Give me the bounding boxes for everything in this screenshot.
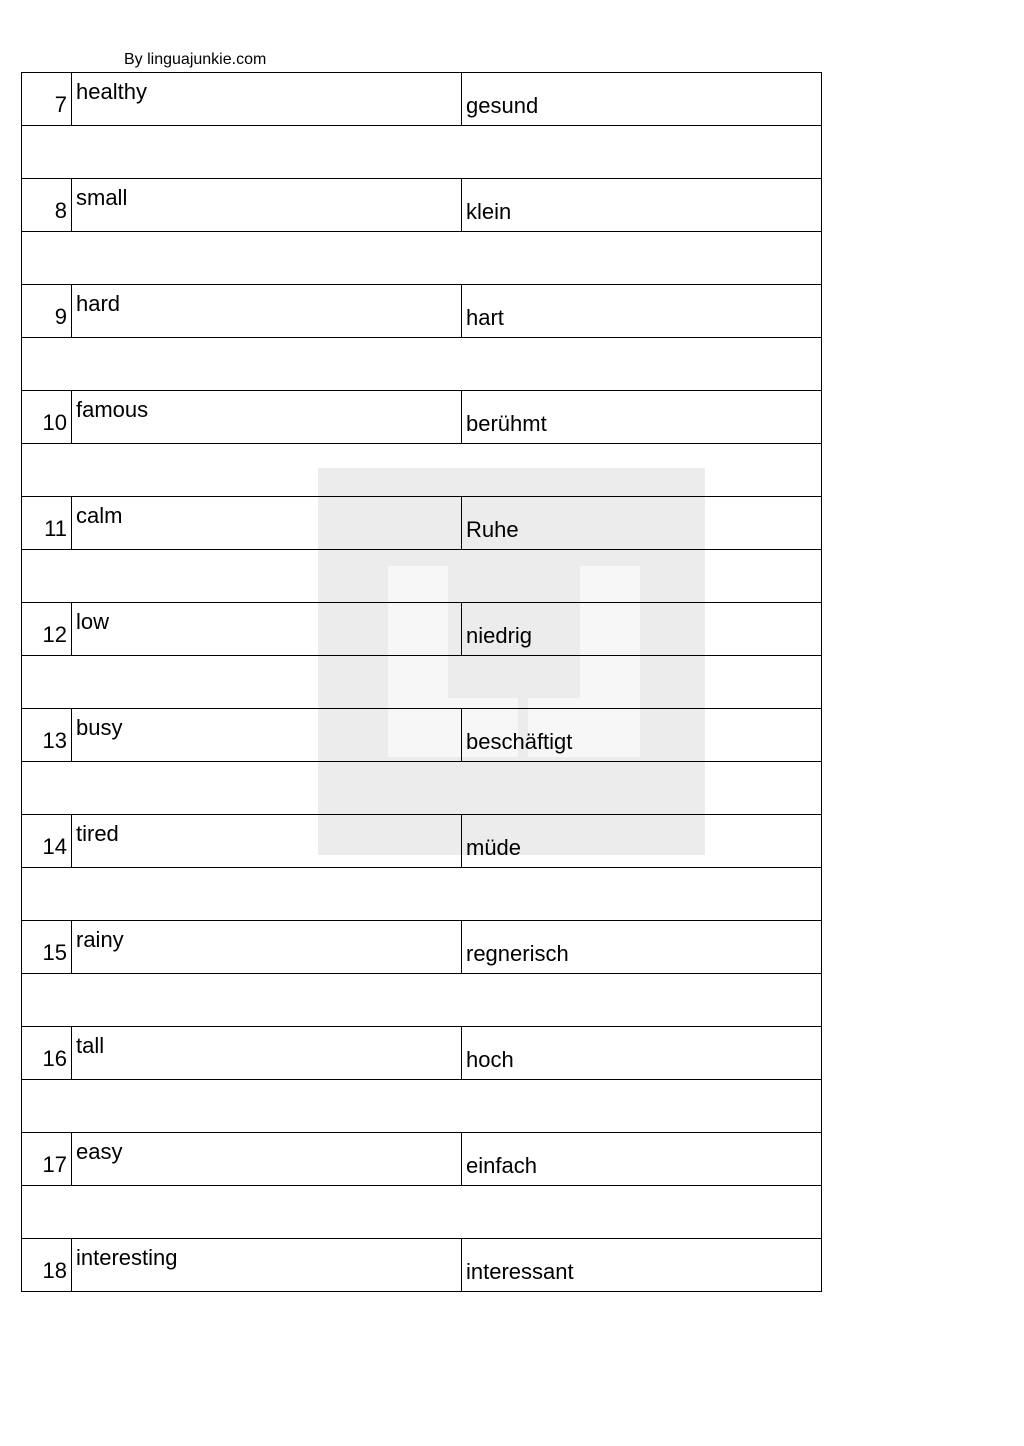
english-word: calm xyxy=(72,497,462,550)
blank-row xyxy=(22,1186,822,1239)
site-credit: By linguajunkie.com xyxy=(124,51,267,68)
row-number: 11 xyxy=(22,497,72,550)
german-translation: regnerisch xyxy=(462,921,822,974)
vocab-row xyxy=(22,1239,822,1292)
vocab-row xyxy=(22,815,822,868)
blank-cell xyxy=(22,338,822,391)
blank-cell xyxy=(22,1080,822,1133)
blank-cell xyxy=(22,1186,822,1239)
vocab-row xyxy=(22,497,822,550)
blank-row xyxy=(22,126,822,179)
row-number: 12 xyxy=(22,603,72,656)
vocab-row xyxy=(22,1133,822,1186)
blank-row xyxy=(22,444,822,497)
vocab-row xyxy=(22,391,822,444)
english-word: interesting xyxy=(72,1239,462,1292)
german-translation: gesund xyxy=(462,73,822,126)
vocab-row xyxy=(22,709,822,762)
blank-cell xyxy=(22,444,822,497)
blank-cell xyxy=(22,232,822,285)
blank-cell xyxy=(22,656,822,709)
row-number: 17 xyxy=(22,1133,72,1186)
vocab-row xyxy=(22,73,822,126)
german-translation: beschäftigt xyxy=(462,709,822,762)
vocab-row xyxy=(22,921,822,974)
german-translation: hoch xyxy=(462,1027,822,1080)
german-translation: hart xyxy=(462,285,822,338)
vocabulary-table xyxy=(21,72,822,1292)
row-number: 18 xyxy=(22,1239,72,1292)
blank-cell xyxy=(22,762,822,815)
german-translation: interessant xyxy=(462,1239,822,1292)
vocab-row xyxy=(22,1027,822,1080)
german-translation: einfach xyxy=(462,1133,822,1186)
blank-row xyxy=(22,550,822,603)
blank-row xyxy=(22,232,822,285)
blank-row xyxy=(22,762,822,815)
english-word: small xyxy=(72,179,462,232)
row-number: 13 xyxy=(22,709,72,762)
vocab-row xyxy=(22,285,822,338)
row-number: 16 xyxy=(22,1027,72,1080)
vocab-row xyxy=(22,179,822,232)
row-number: 9 xyxy=(22,285,72,338)
vocabulary-table-body xyxy=(22,73,822,1292)
blank-row xyxy=(22,338,822,391)
blank-row xyxy=(22,656,822,709)
row-number: 15 xyxy=(22,921,72,974)
german-translation: klein xyxy=(462,179,822,232)
blank-cell xyxy=(22,550,822,603)
english-word: hard xyxy=(72,285,462,338)
vocab-row xyxy=(22,603,822,656)
german-translation: müde xyxy=(462,815,822,868)
blank-cell xyxy=(22,974,822,1027)
row-number: 10 xyxy=(22,391,72,444)
row-number: 7 xyxy=(22,73,72,126)
blank-row xyxy=(22,1080,822,1133)
blank-cell xyxy=(22,126,822,179)
english-word: busy xyxy=(72,709,462,762)
blank-cell xyxy=(22,868,822,921)
english-word: famous xyxy=(72,391,462,444)
english-word: healthy xyxy=(72,73,462,126)
blank-row xyxy=(22,868,822,921)
row-number: 8 xyxy=(22,179,72,232)
row-number: 14 xyxy=(22,815,72,868)
english-word: rainy xyxy=(72,921,462,974)
english-word: low xyxy=(72,603,462,656)
english-word: tired xyxy=(72,815,462,868)
german-translation: berühmt xyxy=(462,391,822,444)
blank-row xyxy=(22,974,822,1027)
english-word: easy xyxy=(72,1133,462,1186)
german-translation: Ruhe xyxy=(462,497,822,550)
english-word: tall xyxy=(72,1027,462,1080)
german-translation: niedrig xyxy=(462,603,822,656)
